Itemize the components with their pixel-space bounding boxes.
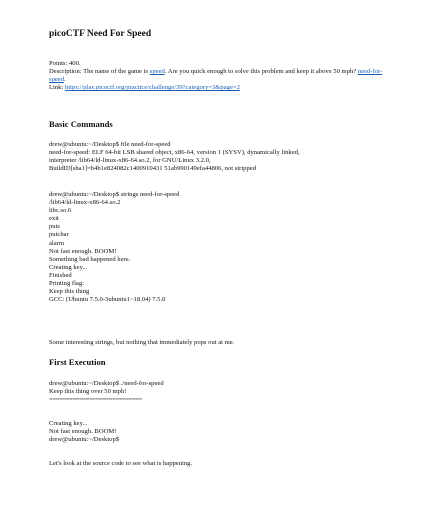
- terminal-line: /lib64/ld-linux-x86-64.so.2: [49, 199, 121, 207]
- run-command-output: [49, 380, 384, 404]
- terminal-line: drew@ubuntu:~/Desktop$ file need-for-speed: [49, 141, 171, 148]
- execution-note: Let's look at the source code to see what is happening.: [49, 460, 193, 467]
- terminal-line: drew@ubuntu:~/Desktop$: [49, 436, 120, 444]
- strings-command-output: [49, 191, 384, 304]
- terminal-line: need-for-speed: ELF 64-bit LSB shared object, x86-64, version 1 (SYSV), dynamically linked,: [49, 149, 300, 157]
- basic-note: Some interesting strings, but nothing that immediately pops out at me.: [49, 339, 235, 346]
- terminal-line: Keep this thing: [49, 288, 90, 296]
- terminal-line: libc.so.6: [49, 207, 72, 215]
- terminal-line: drew@ubuntu:~/Desktop$ ./need-for-speed: [49, 380, 164, 387]
- terminal-line: GCC: (Ubuntu 7.5.0-3ubuntu1~18.04) 7.5.0: [49, 296, 166, 304]
- terminal-line: Creating key...: [49, 420, 88, 427]
- page-title: picoCTF Need For Speed: [49, 29, 152, 39]
- heading-basic-commands: Basic Commands: [49, 119, 113, 129]
- terminal-line: puts: [49, 223, 60, 231]
- terminal-line: Not fast enough. BOOM!: [49, 247, 117, 255]
- description-text: Description: The name of the game is speed. Are you quick enough to solve this problem and keep it above 50 mph? need-for-speed.: [49, 68, 383, 84]
- terminal-line: interpreter /lib64/ld-linux-x86-64.so.2, for GNU/Linux 3.2.0,: [49, 157, 211, 165]
- points-text: Points: 400.: [49, 60, 81, 67]
- terminal-line: drew@ubuntu:~/Desktop$ strings need-for-speed: [49, 191, 180, 198]
- terminal-line: Something bad happened here.: [49, 255, 131, 263]
- terminal-line: Not fast enough. BOOM!: [49, 428, 117, 436]
- need-for-speed-link[interactable]: need-for-speed: [49, 68, 383, 84]
- terminal-line: alarm: [49, 239, 65, 247]
- speed-link[interactable]: speed: [149, 68, 165, 76]
- file-command-output: [49, 141, 384, 173]
- terminal-line: Printing flag:: [49, 280, 84, 288]
- challenge-url-link[interactable]: https://play.picoctf.org/practice/challenge/39?category=3&page=2: [64, 84, 240, 92]
- heading-first-execution: First Execution: [49, 357, 106, 367]
- challenge-meta: [49, 60, 384, 92]
- terminal-line: putchar: [49, 231, 69, 239]
- terminal-line: Finished: [49, 271, 72, 279]
- terminal-line: Keep this thing over 50 mph!: [49, 388, 127, 396]
- terminal-line: Creating key...: [49, 263, 88, 271]
- terminal-line: exit: [49, 215, 59, 223]
- terminal-line: BuildID[sha1]=b4b1e824082c1400910431 51ab990149efa44806, not stripped: [49, 165, 256, 173]
- execution-output: [49, 420, 384, 444]
- challenge-link-line: Link: https://play.picoctf.org/practice/challenge/39?category=3&page=2: [49, 84, 240, 92]
- terminal-line: ============================: [49, 396, 142, 404]
